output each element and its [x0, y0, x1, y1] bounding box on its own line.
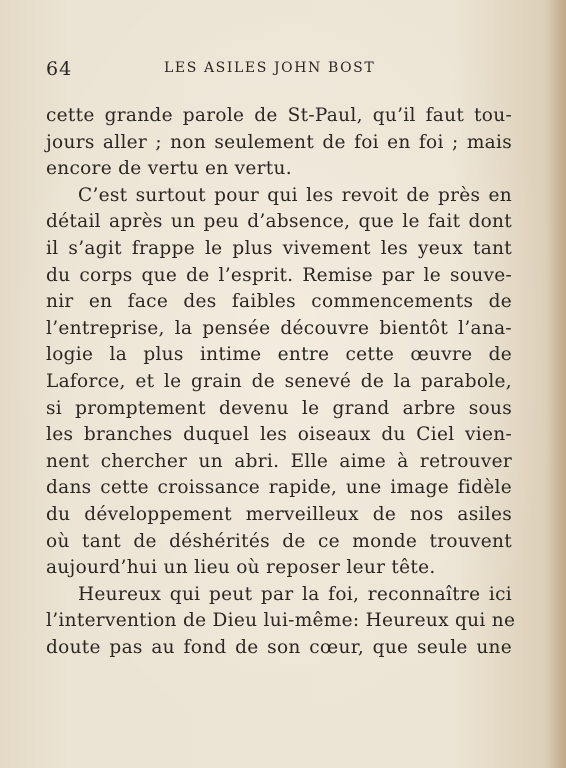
page-header: [46, 58, 516, 82]
text-line: C’est surtout pour qui les revoit de près en: [78, 184, 512, 206]
page-edge-shadow: [548, 0, 566, 768]
text-line: Laforce, et le grain de senevé de la parabole,: [46, 370, 512, 392]
text-line: les branches duquel les oiseaux du Ciel vien-: [46, 424, 512, 446]
text-line: si promptement devenu le grand arbre sous: [46, 397, 512, 419]
text-line: Heureux qui peut par la foi, reconnaître ici: [78, 583, 512, 605]
text-line: dans cette croissance rapide, une image fidèle: [46, 477, 512, 499]
running-title: LES ASILES JOHN BOST: [164, 60, 376, 76]
text-line: encore de vertu en vertu.: [46, 158, 292, 180]
text-line: nir en face des faibles commencements de: [46, 291, 512, 313]
page-number: 64: [46, 58, 73, 80]
text-line: nent chercher un abri. Elle aime à retrouver: [46, 450, 512, 472]
text-line: où tant de déshérités de ce monde trouvent: [46, 530, 512, 552]
text-line: il s’agit frappe le plus vivement les yeux tant: [46, 237, 512, 259]
text-line: détail après un peu d’absence, que le fait dont: [46, 211, 512, 233]
text-line: du corps que de l’esprit. Remise par le souve-: [46, 264, 512, 286]
text-line: l’intervention de Dieu lui-même: Heureux qui ne: [46, 610, 516, 632]
text-line: aujourd’hui un lieu où reposer leur tête.: [46, 557, 436, 579]
text-line: cette grande parole de St-Paul, qu’il faut tou-: [46, 105, 512, 126]
text-line: jours aller ; non seulement de foi en foi ; mais: [46, 131, 512, 153]
text-line: doute pas au fond de son cœur, que seule une: [46, 636, 512, 658]
body-text: [46, 103, 516, 661]
text-line: du développement merveilleux de nos asiles: [46, 503, 512, 525]
text-line: l’entreprise, la pensée découvre bientôt l’ana-: [46, 317, 512, 339]
text-line: logie la plus intime entre cette œuvre de: [46, 344, 512, 366]
